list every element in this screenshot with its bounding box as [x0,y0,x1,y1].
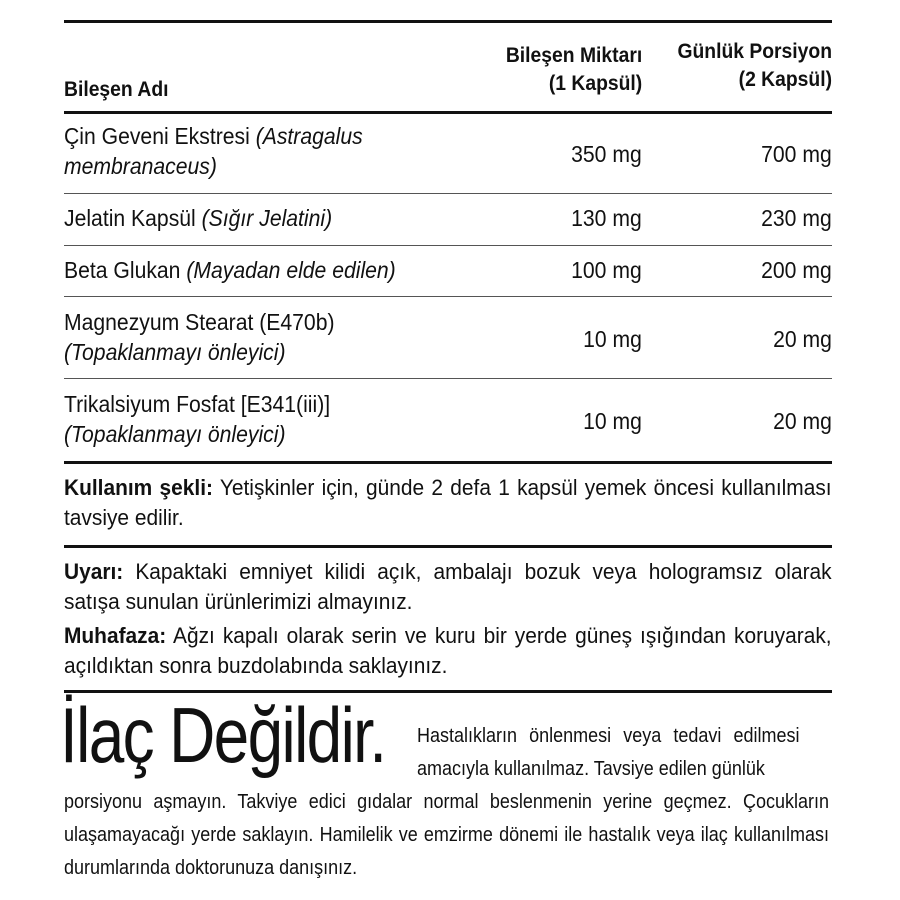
ingredient-name: Çin Geveni Ekstresi (Astragalus membranaceus) [64,123,363,179]
ingredient-amount: 10 mg [583,326,642,352]
ingredient-amount: 100 mg [571,257,642,283]
ingredient-latin: (Mayadan elde edilen) [186,257,396,283]
ingredient-amount: 130 mg [571,205,642,231]
ingredient-daily: 200 mg [761,257,832,283]
warning-text: Kapaktaki emniyet kilidi açık, ambalajı bozuk veya hologramsız olarak satışa sunulan ürünlerimizi almayınız. [64,559,832,614]
ingredient-latin: (Astragalus membranaceus) [64,123,363,179]
ingredient-daily: 230 mg [761,205,832,231]
header-amount-per-capsule: Bileşen Miktarı (1 Kapsül) [505,44,642,95]
header-rule [64,111,832,114]
storage-label: Muhafaza: [64,623,167,648]
ingredient-latin: (Topaklanmayı önleyici) [64,421,286,447]
ingredient-latin: (Topaklanmayı önleyici) [64,339,286,365]
usage-text: Yetişkinler için, günde 2 defa 1 kapsül yemek öncesi kullanılması tavsiye edilir. [64,475,832,530]
warning-label: Uyarı: [64,559,124,584]
row-divider [64,193,832,194]
section-rule [64,545,832,548]
usage-label: Kullanım şekli: [64,475,213,500]
ingredient-name: Trikalsiyum Fosfat [E341(iii)] (Topaklanmayı önleyici) [64,391,331,447]
ingredient-name: Jelatin Kapsül (Sığır Jelatini) [64,205,333,231]
usage-note [64,473,832,533]
not-a-drug-side-text: Hastalıkların önlenmesi veya tedavi edilmesi amacıyla kullanılmaz. Tavsiye edilen günlük [417,725,800,780]
header-ingredient-name: Bileşen Adı [64,78,169,101]
ingredient-name: Magnezyum Stearat (E470b) (Topaklanmayı önleyici) [64,309,335,365]
ingredient-daily: 700 mg [761,141,832,167]
ingredient-name: Beta Glukan (Mayadan elde edilen) [64,257,396,283]
not-a-drug-title: İlaç Değildir. [60,691,386,779]
not-a-drug-text: porsiyonu aşmayın. Takviye edici gıdalar normal beslenmenin yerine geçmez. Çocukların ulaşamayacağı yerde saklayın. Hamilelik ve emzirme dönemi ile hastalık veya ilaç kullanılması durumlarında doktorunuza danışınız. [64,791,829,879]
row-divider [64,245,832,246]
table-bottom-rule [64,461,832,464]
row-divider [64,296,832,297]
ingredient-amount: 10 mg [583,408,642,434]
ingredient-amount: 350 mg [571,141,642,167]
row-divider [64,378,832,379]
ingredient-daily: 20 mg [773,326,832,352]
storage-text: Ağzı kapalı olarak serin ve kuru bir yerde güneş ışığından koruyarak, açıldıktan sonra buzdolabında saklayınız. [64,623,832,678]
header-daily-serving: Günlük Porsiyon (2 Kapsül) [677,40,832,91]
top-rule [64,20,832,23]
ingredient-daily: 20 mg [773,408,832,434]
ingredient-latin: (Sığır Jelatini) [201,205,333,231]
storage-note [64,621,832,681]
warning-note [64,557,832,617]
